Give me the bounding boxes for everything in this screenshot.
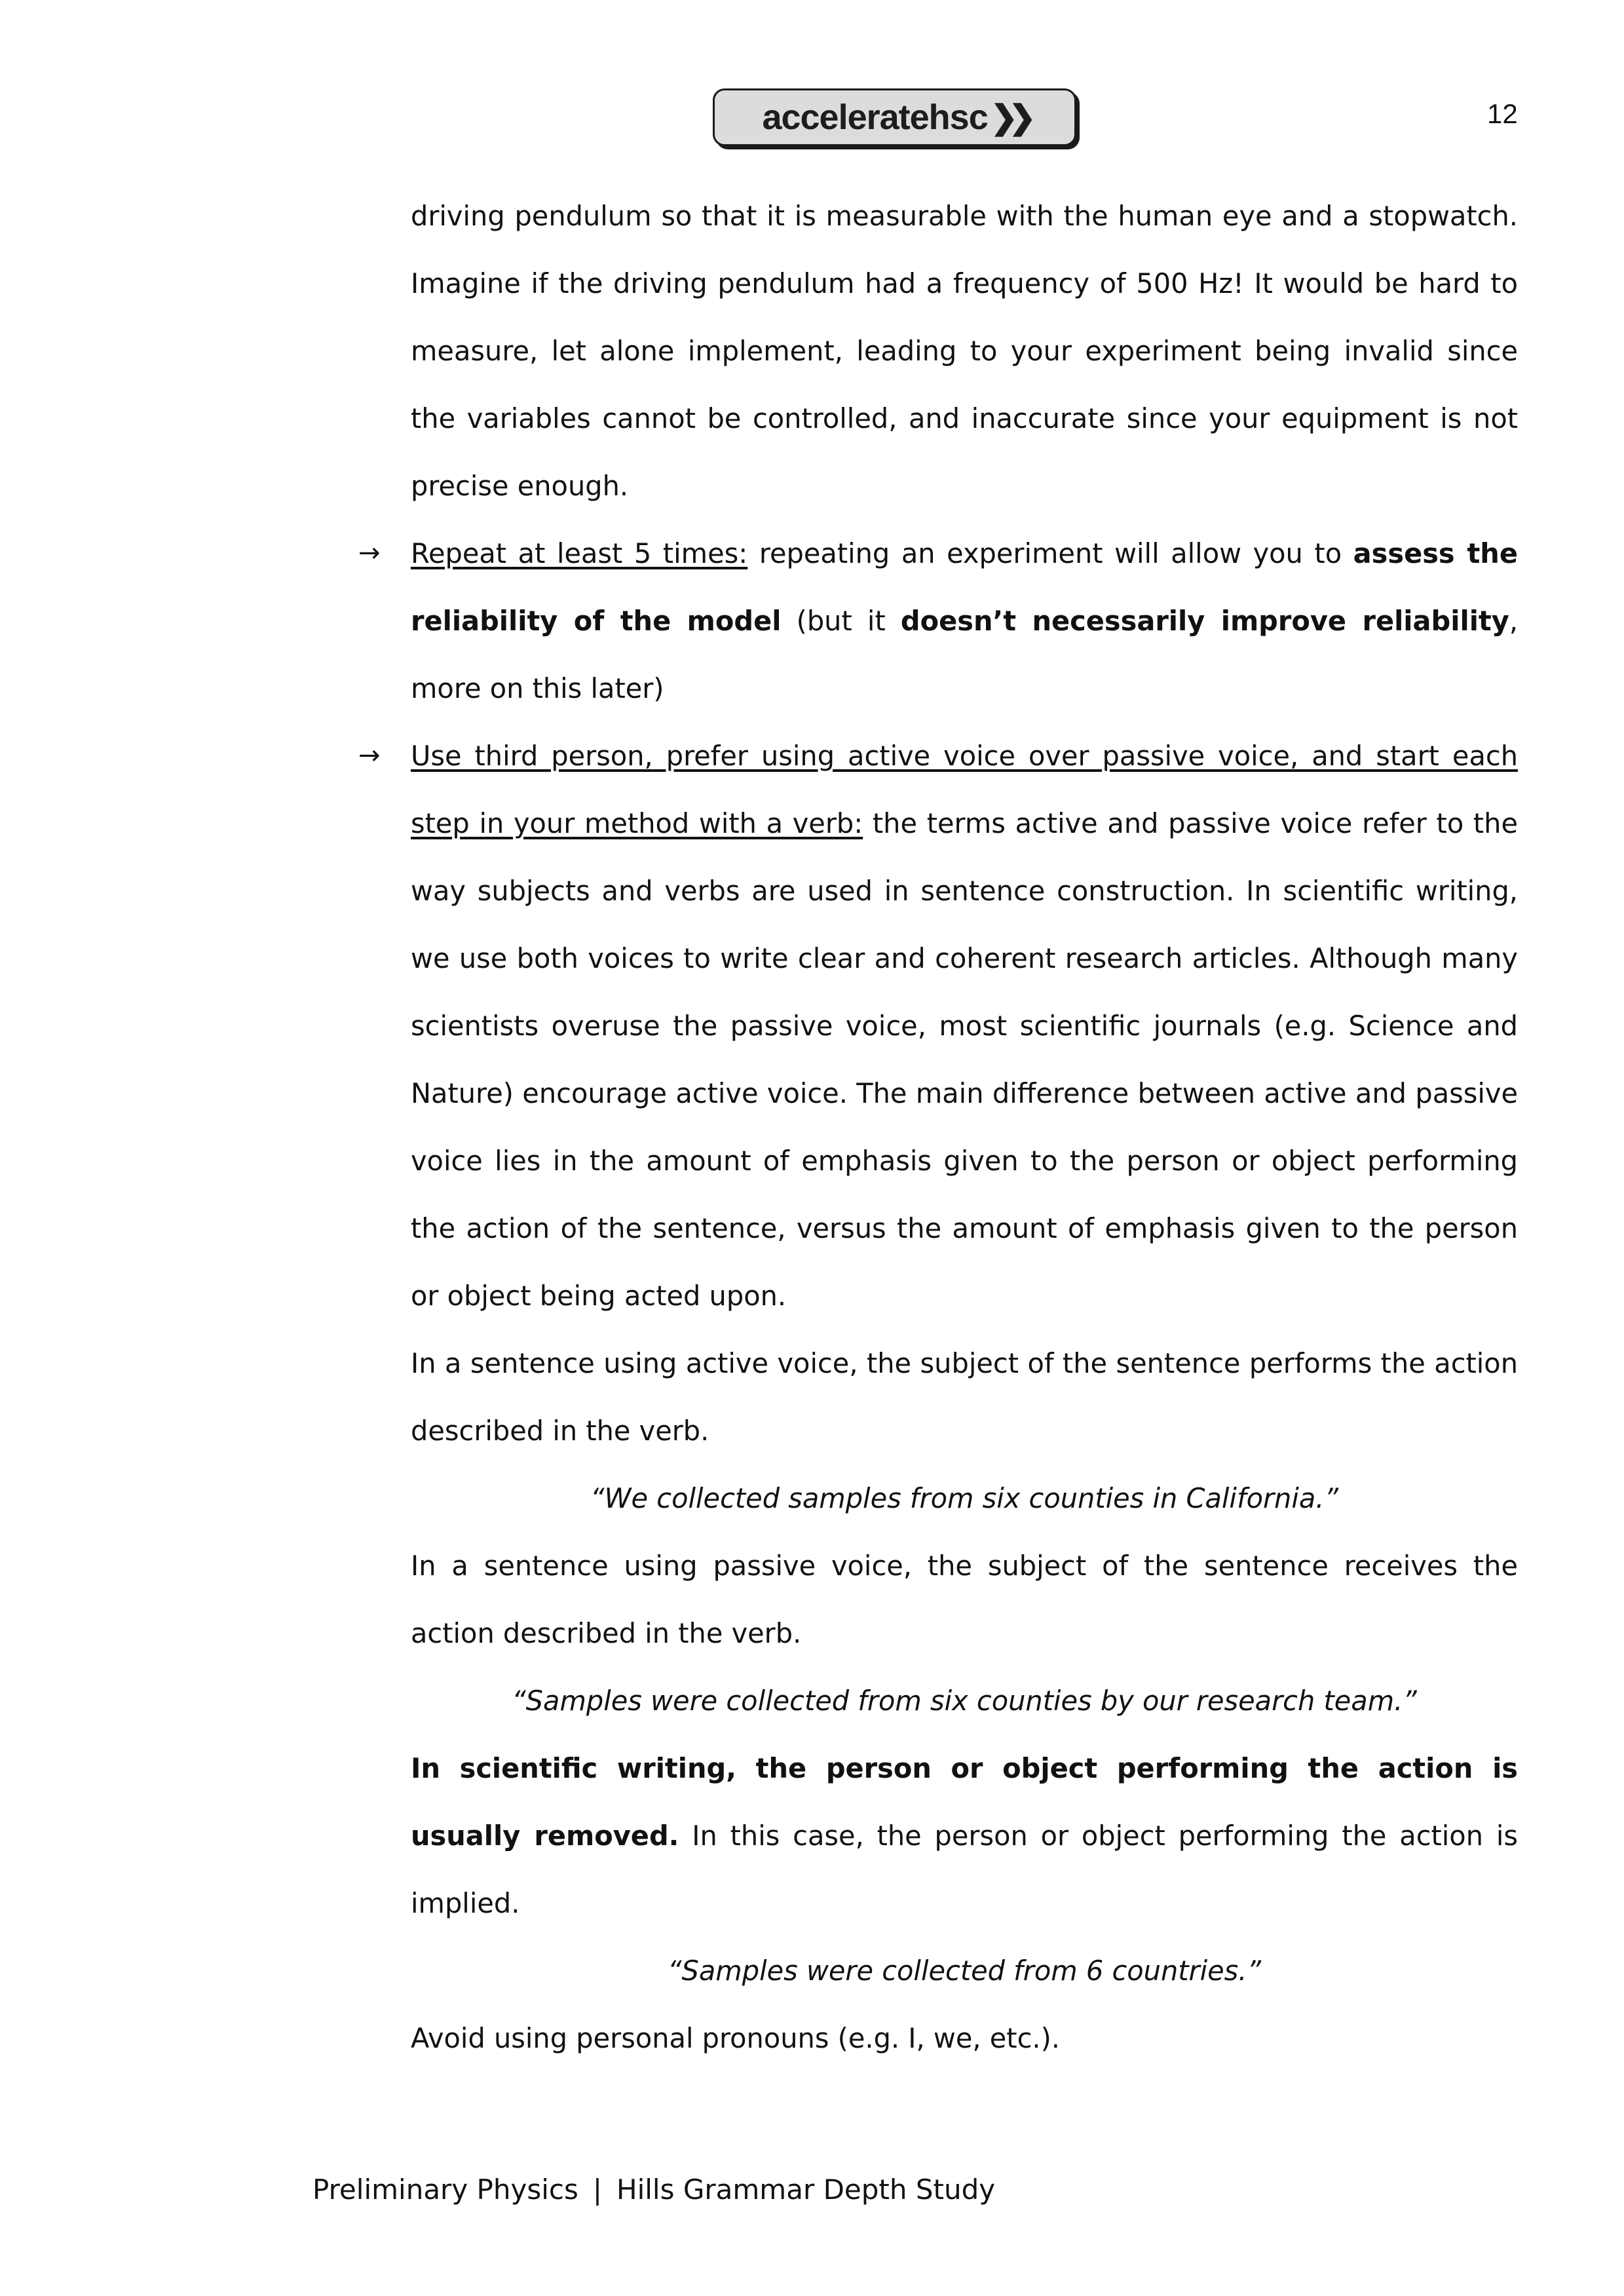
footer-course: Preliminary Physics (312, 2173, 578, 2206)
chevron-double-right-icon: ❯❯ (990, 99, 1027, 136)
bullet-repeat: → Repeat at least 5 times: repeating an experiment will allow you to assess the reliability of the model (but it doesn’t necessarily improve reliability, more on this later) (411, 520, 1518, 722)
bullet-voice: → Use third person, prefer using active voice over passive voice, and start each step in your method with a verb: the terms active and passive voice refer to the way subjects and verbs are used in sentence construction. In scientific writing, we use both voices to write clear and coherent research articles. Although many scientists overuse the passive voice, most scientific journals (e.g. Science and Nature) encourage active voice. The main difference between active and passive voice lies in the amount of emphasis given to the person or object performing the action of the sentence, versus the amount of emphasis given to the person or object being acted upon. (411, 722, 1518, 1330)
passive-voice-example: “Samples were collected from six counties by our research team.” (512, 1685, 1417, 1717)
logo-text: acceleratehsc (762, 98, 988, 137)
bullet-repeat-heading: Repeat at least 5 times: (411, 537, 748, 569)
bold-phrase: doesn’t necessarily improve reliability (900, 605, 1509, 637)
footer-study: Hills Grammar Depth Study (616, 2173, 996, 2206)
arrow-bullet-icon: → (358, 740, 381, 771)
page-number: 12 (1487, 98, 1518, 129)
intro-paragraph: driving pendulum so that it is measurable with the human eye and a stopwatch. Imagine if the driving pendulum had a frequency of 500 Hz! It would be hard to measure, let alone implement, leading to your experiment being invalid since the variables cannot be controlled, and inaccurate since your equipment is not precise enough. (411, 200, 1518, 502)
document-body (358, 182, 1519, 2072)
pronouns-paragraph: Avoid using personal pronouns (e.g. I, we, etc.). (411, 2022, 1060, 2054)
arrow-bullet-icon: → (358, 538, 381, 568)
bullet-voice-heading: Use third person, prefer using active voice over passive voice, and start each step in your method with a verb: (411, 740, 1518, 839)
removed-actor-example: “Samples were collected from 6 countries.” (668, 1955, 1261, 1987)
removed-actor-paragraph: In scientific writing, the person or object performing the action is usually removed. In this case, the person or object performing the action is implied. (411, 1752, 1518, 1919)
page-footer (312, 2173, 995, 2206)
active-voice-example: “We collected samples from six counties in California.” (590, 1482, 1338, 1514)
passive-voice-paragraph: In a sentence using passive voice, the subject of the sentence receives the action described in the verb. (411, 1550, 1518, 1649)
active-voice-paragraph: In a sentence using active voice, the subject of the sentence performs the action described in the verb. (411, 1347, 1518, 1447)
bold-phrase: assess the reliability of the model (411, 537, 1518, 637)
footer-separator: | (592, 2173, 603, 2206)
brand-logo (713, 88, 1076, 146)
